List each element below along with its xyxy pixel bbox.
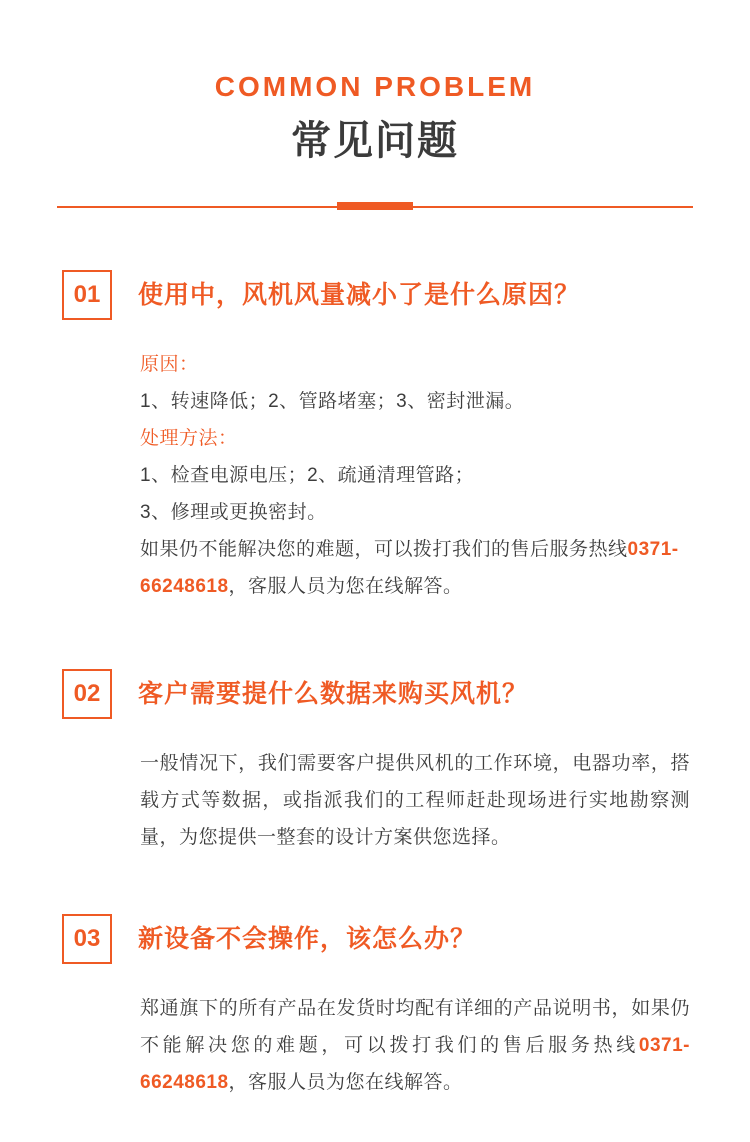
hotline-number: 0371-66248618: [140, 538, 679, 597]
faq-number-badge: 02: [62, 669, 112, 719]
faq-answer-line: 3、修理或更换密封。: [140, 501, 327, 523]
faq-list: [0, 270, 750, 1102]
faq-answer-line: 1、转速降低；2、管路堵塞；3、密封泄漏。: [140, 390, 525, 412]
faq-answer: [62, 990, 690, 1101]
divider-center-block: [337, 202, 413, 210]
faq-answer-text-after: ，客服人员为您在线解答。: [228, 575, 463, 597]
hotline-number: 0371-66248618: [140, 1035, 690, 1094]
faq-number-badge: 01: [62, 270, 112, 320]
faq-item: [62, 914, 690, 1101]
faq-item: [62, 270, 690, 605]
faq-answer-label: 原因：: [140, 353, 199, 375]
faq-answer-label: 处理方法：: [140, 427, 238, 449]
faq-header: [62, 669, 690, 719]
faq-answer-text-before: 如果仍不能解决您的难题，可以拨打我们的售后服务热线: [140, 538, 628, 560]
page-title-cn: 常见问题: [291, 118, 459, 163]
faq-answer-line-with-phone: [140, 531, 690, 605]
faq-item: [62, 669, 690, 856]
faq-question: 新设备不会操作，该怎么办？: [138, 925, 477, 954]
faq-header: [62, 914, 690, 964]
faq-answer-text-after: ，客服人员为您在线解答。: [228, 1072, 463, 1094]
header-divider: [57, 202, 693, 212]
faq-answer: [62, 745, 690, 856]
faq-question: 使用中，风机风量减小了是什么原因？: [138, 280, 581, 309]
page-header: [0, 0, 750, 166]
faq-answer-line: 1、检查电源电压；2、疏通清理管路；: [140, 464, 475, 486]
faq-question: 客户需要提什么数据来购买风机？: [138, 679, 529, 708]
faq-answer-line-with-phone: [140, 990, 690, 1101]
faq-number-badge: 03: [62, 914, 112, 964]
faq-answer-text-before: 郑通旗下的所有产品在发货时均配有详细的产品说明书，如果仍不能解决您的难题，可以拨打我们的售后服务热线: [140, 998, 690, 1057]
faq-answer-line: 一般情况下，我们需要客户提供风机的工作环境，电器功率，搭载方式等数据，或指派我们的工程师赶赴现场进行实地勘察测量，为您提供一整套的设计方案供您选择。: [140, 752, 690, 849]
faq-answer: [62, 346, 690, 605]
faq-header: [62, 270, 690, 320]
page-title-en: COMMON PROBLEM: [214, 71, 536, 102]
